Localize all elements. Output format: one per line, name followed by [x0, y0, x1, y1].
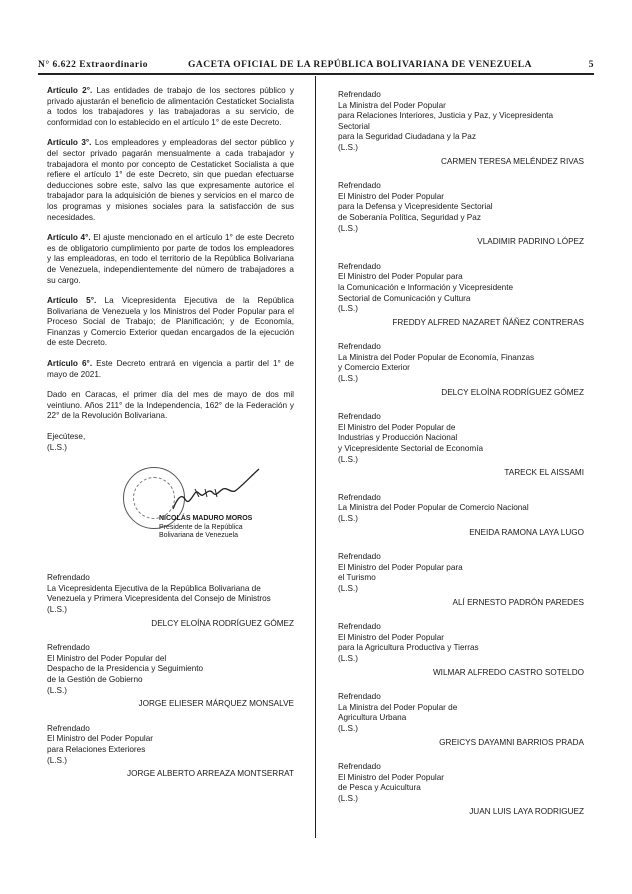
signatory-name: FREDDY ALFRED NAZARET ÑÁÑEZ CONTRERAS [392, 317, 584, 327]
right-column [338, 90, 584, 832]
refrendo-block [338, 262, 584, 329]
gazette-number: N° 6.622 Extraordinario [38, 60, 149, 70]
signatory-name: ENEIDA RAMONA LAYA LUGO [469, 527, 584, 537]
refrendo-line: (L.S.) [338, 793, 359, 803]
article-paragraph [47, 296, 294, 349]
refrendo-block [338, 412, 584, 479]
refrendo-block [47, 724, 294, 780]
article-paragraph [47, 233, 294, 286]
refrendo-line: de Pesca y Acuicultura [338, 783, 421, 793]
article-label: Artículo 6°. [47, 359, 93, 369]
refrendo-label: Refrendado [47, 723, 90, 733]
president-role-2: Bolivariana de Venezuela [159, 532, 239, 540]
refrendo-label: Refrendado [338, 622, 381, 632]
refrendo-block [338, 622, 584, 678]
right-refrendos [338, 90, 584, 818]
refrendo-block [47, 643, 294, 710]
refrendo-line: (L.S.) [338, 653, 359, 663]
signature-icon [155, 459, 295, 519]
refrendo-line: La Ministra del Poder Popular de [338, 702, 458, 712]
refrendo-line: para la Agricultura Productiva y Tierras [338, 643, 479, 653]
refrendo-line: (L.S.) [338, 454, 359, 464]
signatory-name: ALÍ ERNESTO PADRÓN PAREDES [452, 597, 584, 607]
refrendo-label: Refrendado [338, 692, 381, 702]
header-rule [38, 73, 594, 75]
refrendo-label: Refrendado [338, 90, 381, 99]
article-paragraph [47, 138, 294, 223]
refrendo-block [338, 181, 584, 248]
signatory-name: DELCY ELOÍNA RODRÍGUEZ GÓMEZ [441, 387, 584, 397]
refrendo-line: Sectorial de Comunicación y Cultura [338, 293, 471, 303]
signatory-name: VLADIMIR PADRINO LÓPEZ [477, 237, 584, 247]
refrendo-line: (L.S.) [338, 374, 359, 384]
refrendo-line: Industrias y Producción Nacional [338, 433, 458, 443]
refrendo-line: para la Seguridad Ciudadana y la Paz [338, 132, 476, 142]
refrendo-line: para Relaciones Exteriores [47, 744, 146, 754]
refrendo-label: Refrendado [338, 181, 381, 191]
refrendo-line: Agricultura Urbana [338, 713, 407, 723]
articles [47, 86, 294, 380]
refrendo-block [338, 493, 584, 538]
refrendo-block [338, 552, 584, 608]
refrendo-line: de la Gestión de Gobierno [47, 674, 143, 684]
refrendo-line: El Ministro del Poder Popular para [338, 562, 463, 572]
refrendo-line: (L.S.) [338, 223, 359, 233]
president-role-1: Presidente de la República [159, 523, 243, 531]
article-text: La Vicepresidenta Ejecutiva de la República Bolivariana de Venezuela y los Ministros del Poder Popular para el Proceso Social de Trabajo; de Planificación; y de Economía, Finanzas y Comercio Exterior quedan encargados de la ejecución de este Decreto. [47, 296, 294, 348]
signatory-name: JORGE ELIESER MÁRQUEZ MONSALVE [138, 699, 294, 709]
refrendo-line: y Comercio Exterior [338, 363, 410, 373]
refrendo-line: la Comunicación e Información y Vicepresidente [338, 282, 514, 292]
page-header [38, 60, 594, 72]
refrendo-line: El Ministro del Poder Popular de [338, 422, 456, 432]
president-name: NICOLÁS MADURO MOROS [159, 515, 253, 523]
refrendo-line: (L.S.) [47, 605, 68, 614]
refrendo-block [338, 342, 584, 398]
refrendo-line: para Relaciones Interiores, Justicia y Paz, y Vicepresidenta Sectorial [338, 111, 554, 131]
president-name-block [159, 515, 252, 540]
refrendo-line: (L.S.) [47, 685, 68, 695]
article-label: Artículo 3°. [47, 138, 92, 148]
signatory-name: JORGE ALBERTO ARREAZA MONTSERRAT [127, 769, 294, 779]
refrendo-line: el Turismo [338, 573, 376, 583]
refrendo-line: El Ministro del Poder Popular [338, 632, 445, 642]
signatory-name: CARMEN TERESA MELÉNDEZ RIVAS [440, 156, 584, 166]
refrendo-line: El Ministro del Poder Popular para [338, 272, 463, 282]
article-label: Artículo 4°. [47, 233, 91, 243]
article-text: Este Decreto entrará en vigencia a partir del 1° de mayo de 2021. [47, 359, 294, 379]
signatory-name: JUAN LUIS LAYA RODRIGUEZ [469, 807, 584, 817]
refrendo-label: Refrendado [338, 762, 381, 772]
signatory-name: GREICYS DAYAMNI BARRIOS PRADA [439, 737, 584, 747]
refrendo-label: Refrendado [47, 573, 90, 583]
article-label: Artículo 5°. [47, 296, 97, 306]
article-text: El ajuste mencionado en el artículo 1° de este Decreto es de obligatorio cumplimiento por parte de todos los empleadores y las empleadoras, en todo el territorio de la República Bolivariana de Venezuela, independientemente del número de trabajadores a su cargo. [47, 233, 294, 285]
article-paragraph [47, 86, 294, 128]
gazette-title: GACETA OFICIAL DE LA REPÚBLICA BOLIVARIANA DE VENEZUELA [188, 60, 532, 70]
refrendo-label: Refrendado [338, 552, 381, 562]
signatory-name: TARECK EL AISSAMI [504, 468, 584, 478]
refrendo-line: Venezuela y Primera Vicepresidenta del Consejo de Ministros [47, 594, 271, 604]
refrendo-line: El Ministro del Poder Popular [338, 772, 445, 782]
refrendo-line: de Soberanía Política, Seguridad y Paz [338, 212, 481, 222]
refrendo-line: (L.S.) [338, 514, 359, 523]
refrendo-line: El Ministro del Poder Popular [338, 191, 445, 201]
president-signature-block [47, 459, 294, 547]
execute-label: Ejecútese, [47, 432, 86, 442]
execute-ls: (L.S.) [47, 442, 68, 452]
refrendo-line: La Vicepresidenta Ejecutiva de la República Bolivariana de [47, 583, 261, 593]
refrendo-line: (L.S.) [338, 142, 359, 152]
refrendo-label: Refrendado [338, 492, 381, 502]
article-text: Los empleadores y empleadoras del sector público y del sector privado pagarán mensualmente a cada trabajador y trabajadora el monto por concepto de Cestaticket Socialista a que refiere el artículo 1° de este Decreto, sin que puedan efectuarse deducciones sobre este, salvo las que expresamente autorice el trabajador para la adquisición de bienes y servicios en el marco de los programas y misiones sociales para la satisfacción de sus necesidades. [47, 138, 294, 222]
refrendo-line: y Vicepresidente Sectorial de Economía [338, 444, 484, 454]
left-refrendos [47, 573, 294, 780]
refrendo-block [47, 573, 294, 629]
refrendo-block [338, 762, 584, 818]
refrendo-line: (L.S.) [338, 723, 359, 733]
refrendo-label: Refrendado [47, 643, 90, 653]
article-text: Las entidades de trabajo de los sectores público y privado ajustarán el beneficio de alimentación Cestaticket Socialista a todos los trabajadores y las trabajadoras a su servicio, de conformidad con lo establecido en el artículo 1° de este Decreto. [47, 86, 294, 127]
signatory-name: WILMAR ALFREDO CASTRO SOTELDO [432, 667, 584, 677]
column-divider [315, 76, 316, 838]
article-label: Artículo 2°. [47, 86, 93, 95]
article-paragraph [47, 359, 294, 380]
refrendo-line: El Ministro del Poder Popular [47, 734, 154, 744]
refrendo-line: (L.S.) [338, 304, 359, 314]
left-column [47, 86, 294, 794]
refrendo-block [338, 90, 584, 167]
refrendo-line: La Ministra del Poder Popular [338, 100, 446, 110]
refrendo-label: Refrendado [338, 412, 381, 422]
refrendo-line: (L.S.) [338, 583, 359, 593]
refrendo-line: (L.S.) [47, 755, 68, 765]
refrendo-label: Refrendado [338, 342, 381, 352]
refrendo-block [338, 692, 584, 748]
refrendo-line: para la Defensa y Vicepresidente Sectorial [338, 202, 493, 212]
refrendo-label: Refrendado [338, 261, 381, 271]
refrendo-line: El Ministro del Poder Popular del [47, 653, 167, 663]
refrendo-line: La Ministra del Poder Popular de Economía, Finanzas [338, 352, 535, 362]
refrendo-line: Despacho de la Presidencia y Seguimiento [47, 664, 204, 674]
page-number: 5 [588, 60, 594, 70]
closing-text: Dado en Caracas, el primer día del mes de mayo de dos mil veintiuno. Años 211° de la Independencia, 162° de la Federación y 22° de la Revolución Bolivariana. [47, 390, 294, 421]
refrendo-line: La Ministra del Poder Popular de Comercio Nacional [338, 503, 529, 513]
signatory-name: DELCY ELOÍNA RODRÍGUEZ GÓMEZ [151, 618, 294, 628]
